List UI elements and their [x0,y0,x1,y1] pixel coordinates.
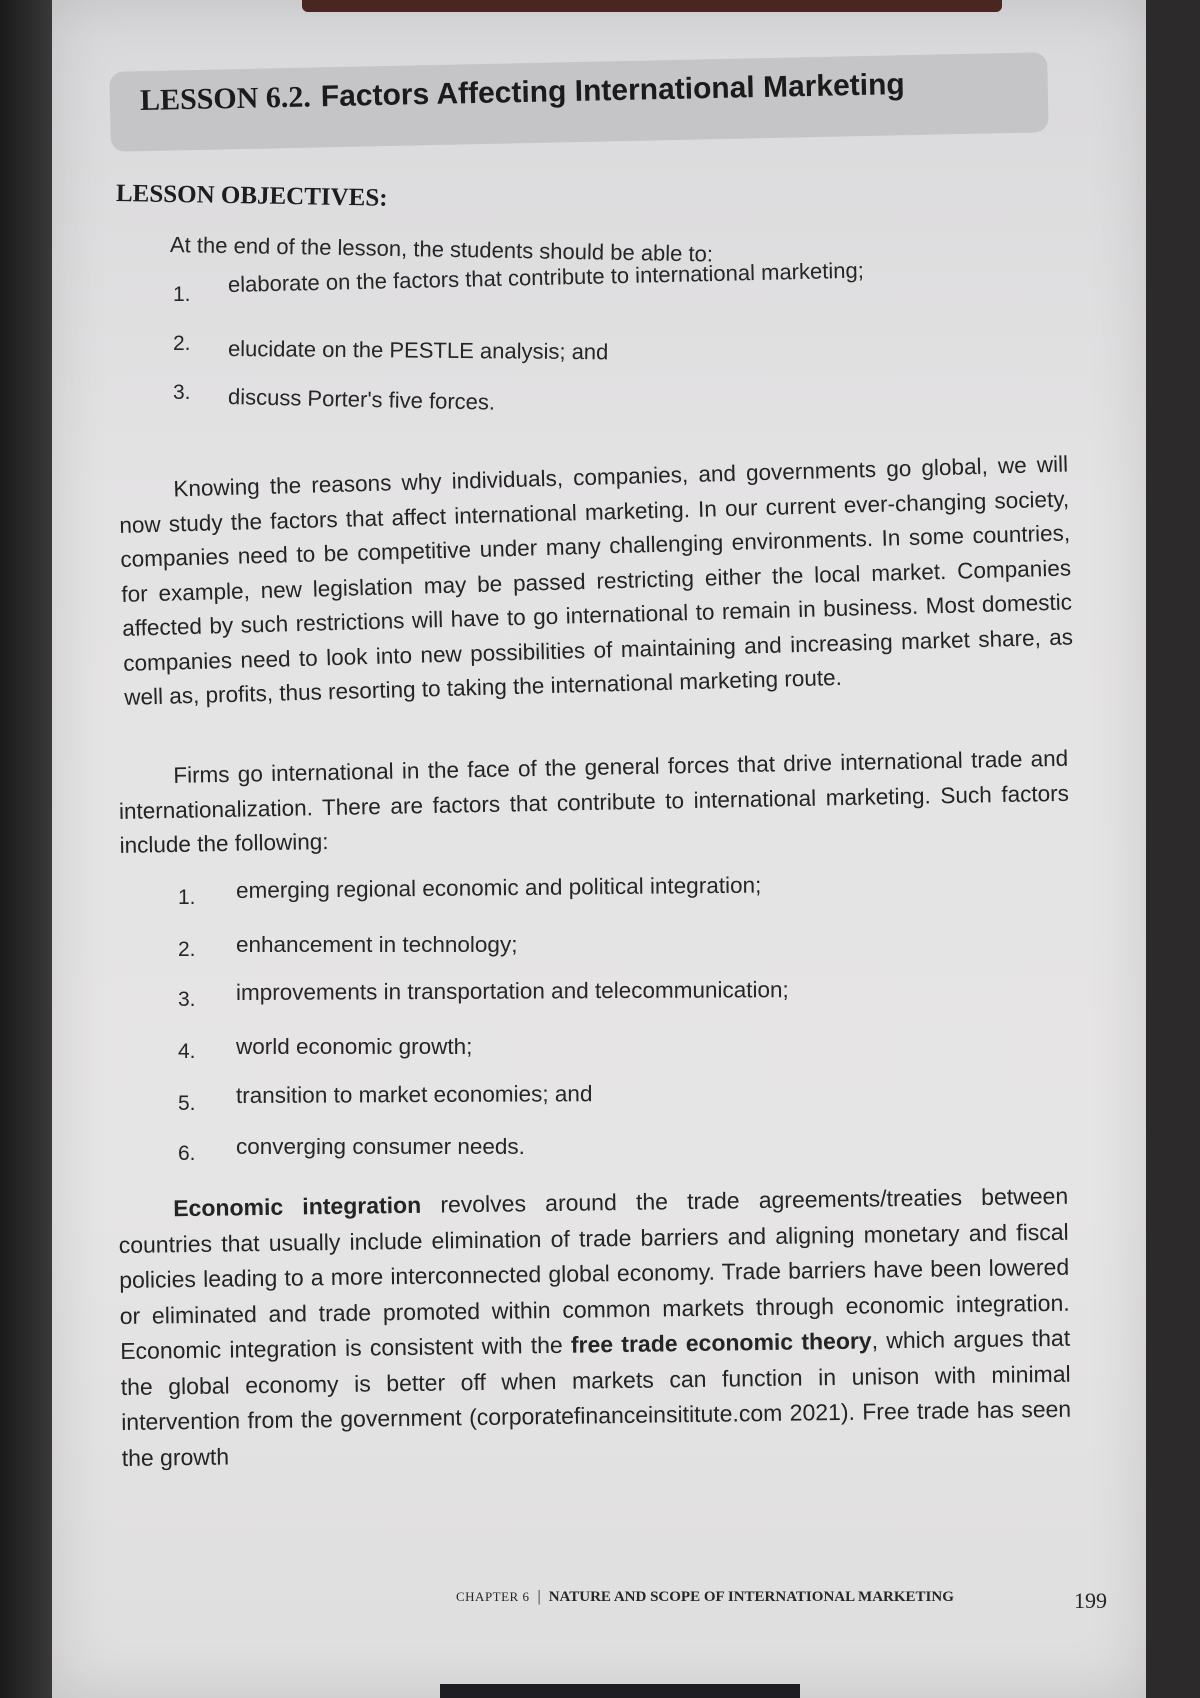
factor-item: converging consumer needs. [236,1134,525,1159]
footer-separator: | [537,1588,541,1605]
factor-number: 4. [178,1040,196,1063]
key-term: free trade economic theory [570,1327,872,1358]
factor-item: enhancement in technology; [236,932,518,957]
footer-title: NATURE AND SCOPE OF INTERNATIONAL MARKETING [548,1589,954,1605]
factor-number: 2. [178,938,196,961]
objective-item: elucidate on the PESTLE analysis; and [227,336,609,365]
factor-item: emerging regional economic and political integration; [235,872,762,903]
factor-number: 3. [178,988,196,1011]
page-footer [456,1588,954,1606]
book-spine-shadow [0,0,52,1698]
body-paragraph-1: Knowing the reasons why individuals, companies, and governments go global, we will now study the factors that affect international marketing. In our current ever-changing society, companies need to be competitive under many challenging environments. In some countries, for example, new legislation may be passed restricting either the local market. Companies affected by such restrictions will have to go international to remain in business. Most domestic companies need to look into new possibilities of maintaining and increasing market share, as well as, profits, thus resorting to taking the international marketing route. [119,451,1074,710]
page-top-edge [302,0,1002,12]
objective-number: 1. [173,283,191,306]
factor-item: world economic growth; [236,1034,473,1059]
page-bottom-edge [440,1684,800,1698]
body-paragraph-3: Economic integration revolves around the trade agreements/treaties between countries that usually include elimination of trade barriers and aligning monetary and fiscal policies leading to a more interconnected global economy. Trade barriers have been lowered or eliminated and trade promoted within common markets through economic integration. Economic integration is consistent with the free trade economic theory, which argues that the global economy is better off when markets can function in unison with minimal intervention from the government (corporatefinanceinsititute.com 2021). Free trade has seen the growth [118,1182,1072,1471]
factor-item: improvements in transportation and telecommunication; [235,977,789,1005]
objectives-intro: At the end of the lesson, the students should be able to: [169,232,714,267]
lesson-name: Factors Affecting International Marketing [320,67,906,114]
factor-number: 5. [178,1092,196,1115]
objective-item: discuss Porter's five forces. [227,384,496,415]
page-number: 199 [1074,1588,1107,1613]
factor-item: transition to market economies; and [235,1081,593,1108]
factor-number: 1. [178,886,196,909]
objective-number: 3. [173,381,191,404]
factor-number: 6. [178,1142,196,1165]
footer-chapter: CHAPTER 6 [456,1589,530,1604]
body-paragraph-2: Firms go international in the face of the general forces that drive international trade and internationalization. There are factors that contribute to international marketing. Such factors include the following: [118,745,1070,858]
lesson-number: LESSON 6.2. [139,80,312,117]
objectives-heading: LESSON OBJECTIVES: [115,180,388,212]
objective-item: elaborate on the factors that contribute to international marketing; [227,257,865,297]
objective-number: 2. [173,332,191,355]
key-term: Economic integration [173,1191,422,1222]
